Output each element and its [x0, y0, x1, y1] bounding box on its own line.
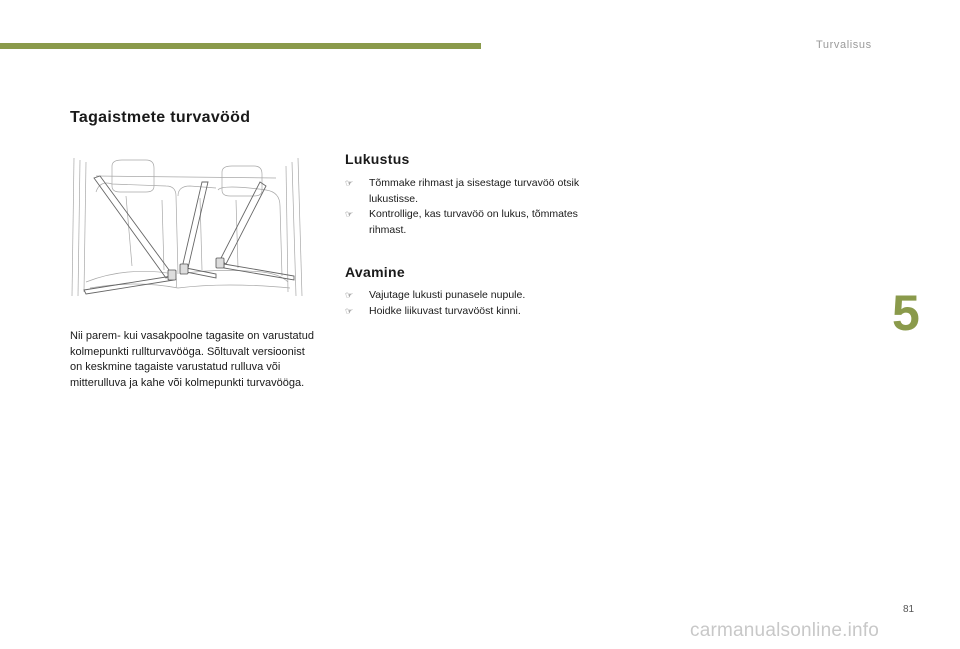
open-steps [345, 288, 605, 319]
bullet-icon: ☞ [345, 209, 354, 219]
list-item: ☞ Vajutage lukusti punasele nupule. [345, 288, 605, 304]
bullet-icon: ☞ [345, 305, 354, 316]
page-number: 81 [903, 604, 915, 615]
rear-seat-belt-illustration [66, 156, 306, 304]
section-name: Turvalisus [816, 39, 872, 51]
bullet-icon: ☞ [345, 290, 354, 300]
chapter-number: 5 [892, 285, 920, 341]
accent-bar [0, 43, 481, 49]
open-heading: Avamine [345, 264, 405, 280]
list-item: ☞ Kontrollige, kas turvavöö on lukus, tõmmates rihmast. [345, 208, 578, 236]
caption-text: Nii parem- kui vasakpoolne tagasite on varustatud kolmepunkti rullturvavööga. Sõltuvalt versioonist on keskmine tagaiste varustatud rulluva või mitterulluva ja kahe või kolmepunkti turvavööga. [70, 330, 314, 389]
lock-steps [345, 176, 605, 238]
list-item: ☞ Hoidke liikuvast turvavööst kinni. [345, 304, 605, 320]
watermark-text: carmanualsonline.info [690, 620, 880, 641]
lock-heading: Lukustus [345, 151, 410, 167]
bullet-icon: ☞ [345, 178, 354, 188]
page-title: Tagaistmete turvavööd [70, 109, 251, 126]
list-item: ☞ Tõmmake rihmast ja sisestage turvavöö otsik lukustisse. [345, 177, 580, 205]
